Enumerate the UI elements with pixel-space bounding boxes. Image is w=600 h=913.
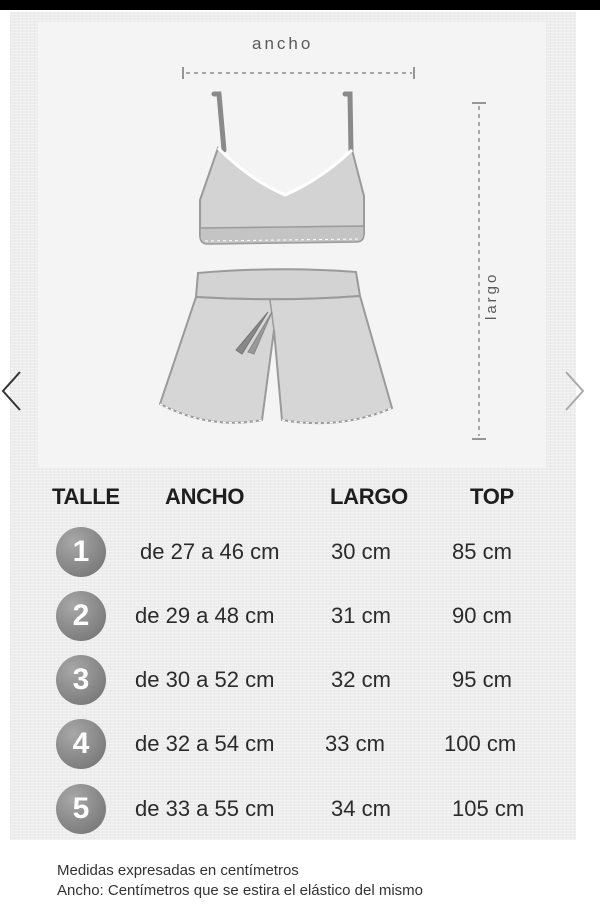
largo-cell: 33 cm: [325, 731, 385, 756]
size-row: [0, 527, 600, 577]
size-badge: 5: [56, 784, 106, 834]
largo-cell: 30 cm: [331, 539, 391, 564]
header-ancho: ANCHO: [165, 484, 245, 509]
size-badge: 3: [56, 655, 106, 705]
ancho-cell: de 33 a 55 cm: [135, 796, 275, 821]
top-garment-illustration: [200, 94, 364, 244]
footnote-units: Medidas expresadas en centímetros: [57, 862, 299, 879]
size-row: [0, 591, 600, 641]
top-cell: 95 cm: [452, 667, 512, 692]
length-label: largo: [483, 271, 500, 320]
width-dimension-line: [183, 67, 414, 79]
ancho-cell: de 27 a 46 cm: [140, 539, 280, 564]
ancho-cell: de 32 a 54 cm: [135, 731, 275, 756]
chevron-right-icon: [562, 370, 588, 412]
size-row: [0, 719, 600, 769]
chevron-left-icon: [0, 370, 26, 412]
top-cell: 90 cm: [452, 603, 512, 628]
top-cell: 85 cm: [452, 539, 512, 564]
next-image-button[interactable]: [562, 370, 588, 412]
size-badge: 1: [56, 527, 106, 577]
shorts-illustration: [160, 269, 392, 423]
largo-cell: 31 cm: [331, 603, 391, 628]
size-row: [0, 655, 600, 705]
size-row: [0, 784, 600, 834]
top-cell: 105 cm: [452, 796, 525, 821]
header-talle: TALLE: [52, 484, 120, 509]
header-top: TOP: [470, 484, 514, 509]
largo-cell: 34 cm: [331, 796, 391, 821]
header-largo: LARGO: [330, 484, 408, 509]
top-cell: 100 cm: [444, 731, 517, 756]
size-badge: 2: [56, 591, 106, 641]
ancho-cell: de 30 a 52 cm: [135, 667, 275, 692]
width-label: ancho: [252, 34, 314, 53]
largo-cell: 32 cm: [331, 667, 391, 692]
size-badge: 4: [56, 719, 106, 769]
previous-image-button[interactable]: [0, 370, 26, 412]
footnote-ancho-definition: Ancho: Centímetros que se estira el elástico del mismo: [57, 882, 423, 899]
ancho-cell: de 29 a 48 cm: [135, 603, 275, 628]
